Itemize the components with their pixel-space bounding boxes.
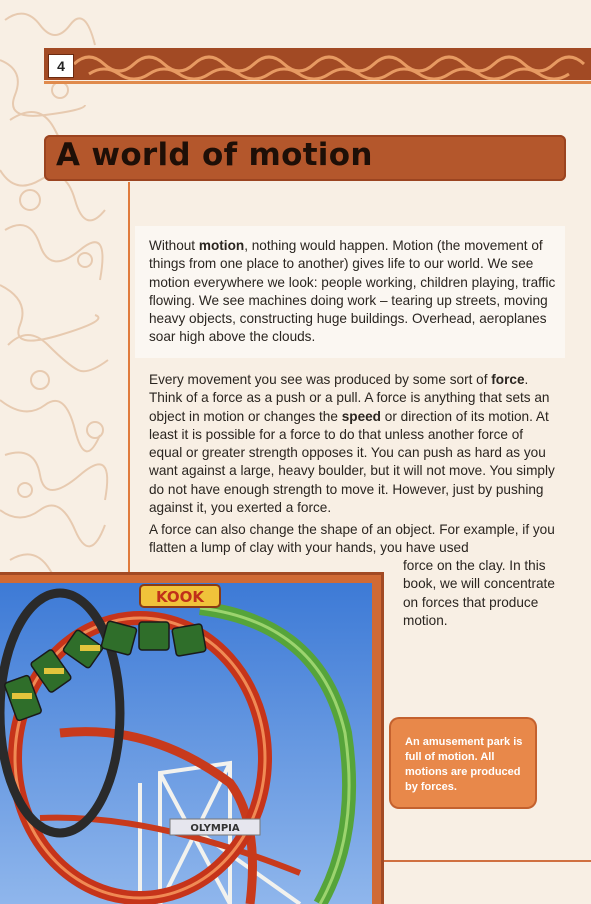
keyword-force: force — [491, 372, 525, 387]
photo-caption: An amusement park is full of motion. All motions are produced by forces. — [405, 736, 523, 793]
force-text-2: . Think of a force as a push or a pull. A force is anything that sets an object in motion or changes the — [149, 372, 550, 424]
intro-text-rest: , nothing would happen. Motion (the movement of things from one place to another) gives life to our world. We see motion everywhere we look: people working, children playing, traffic flowing. We see machines doing work – tearing up streets, moving heavy objects, constructing huge buildings. Overhead, aeroplanes soar high above the clouds. — [149, 238, 556, 345]
force-paragraph — [149, 371, 559, 517]
page-title: A world of motion — [56, 137, 373, 173]
shape-paragraph: A force can also change the shape of an object. For example, if you flatten a lump of clay with your hands, you have used — [149, 522, 555, 556]
sign-bottom-text: OLYMPIA — [190, 823, 240, 834]
keyword-motion: motion — [198, 238, 245, 253]
force-text-1: Every movement you see was produced by some sort of — [149, 372, 492, 387]
force-text-3: or direction of its motion. At least it is possible for a force to do that unless another force of equal or greater strength opposes it. You can push as hard as you want against a large, heavy boulder, but it will not move. You simply do not have enough strength to move it. However, just by pushing against it, you exerted a force. — [149, 408, 555, 516]
shape-paragraph-continuation: force on the clay. In this book, we will concentrate on forces that produce motion. — [403, 558, 555, 628]
header-decorative-band — [44, 48, 591, 80]
sign-top-text: KOOK — [155, 588, 205, 606]
title-bar — [44, 135, 566, 181]
header-underline — [44, 81, 591, 84]
intro-text-start: Without — [149, 238, 199, 253]
intro-paragraph — [149, 237, 559, 347]
keyword-speed: speed — [341, 408, 381, 424]
bottom-accent-line — [384, 860, 591, 862]
page-number: 4 — [48, 54, 74, 78]
accent-vertical-line — [128, 182, 130, 574]
roller-coaster-photo — [0, 583, 372, 904]
